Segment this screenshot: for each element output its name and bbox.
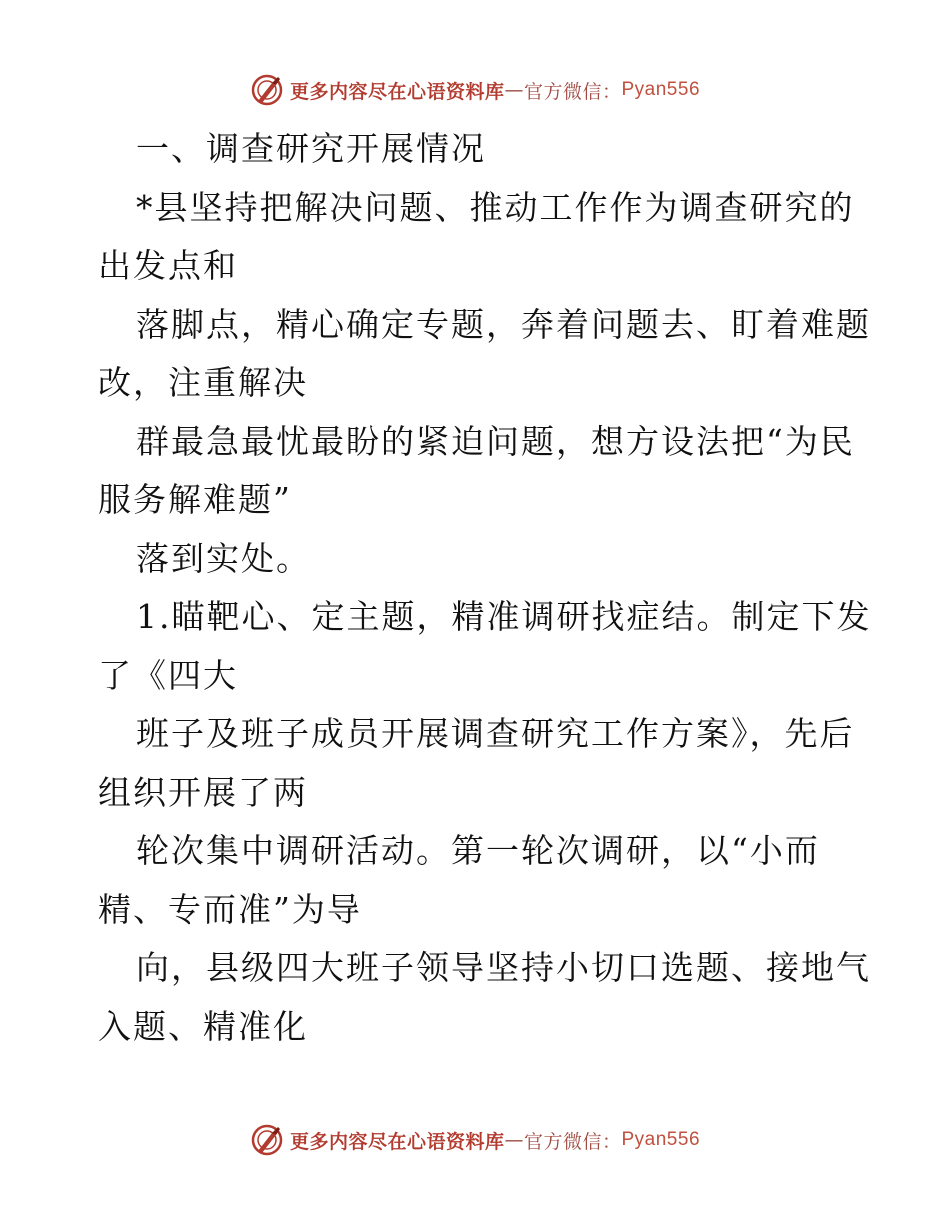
watermark-dash: — <box>504 1129 524 1151</box>
watermark-text <box>290 1127 700 1154</box>
text-line: 群最急最忧最盼的紧迫问题，想方设法把“为民 <box>136 421 855 461</box>
watermark-text <box>290 77 700 104</box>
watermark-id: Pyan556 <box>621 1129 701 1150</box>
text-line: 改，注重解决 <box>98 363 308 402</box>
header-watermark <box>0 70 950 110</box>
text-line: 组织开展了两 <box>98 772 308 812</box>
document-body <box>98 120 872 1056</box>
text-line: 落到实处。 <box>136 538 311 578</box>
text-line: 落脚点，精心确定专题，奔着问题去、盯着难题 <box>136 304 871 344</box>
watermark-main: 更多内容尽在心语资料库 <box>289 1130 505 1153</box>
section-heading: 一、调查研究开展情况 <box>136 129 486 168</box>
watermark-id: Pyan556 <box>621 79 701 100</box>
text-line: 入题、精准化 <box>98 1006 308 1046</box>
watermark-dash: — <box>504 79 524 101</box>
text-line: *县坚持把解决问题、推动工作作为调查研究的 <box>136 187 855 227</box>
watermark-sub: 官方微信： <box>523 80 622 103</box>
pen-logo-icon <box>250 73 284 107</box>
pen-logo-icon <box>250 1123 284 1157</box>
text-line: 了《四大 <box>98 655 238 695</box>
watermark-sub: 官方微信： <box>523 1130 622 1153</box>
text-line: 服务解难题” <box>98 480 292 519</box>
text-line: 精、专而准”为导 <box>98 889 362 929</box>
text-line: 1.瞄靶心、定主题，精准调研找症结。制定下发 <box>136 597 872 636</box>
text-line: 出发点和 <box>98 246 238 285</box>
text-line: 班子及班子成员开展调查研究工作方案》，先后 <box>136 714 855 753</box>
text-line: 向，县级四大班子领导坚持小切口选题、接地气 <box>136 948 871 987</box>
watermark-main: 更多内容尽在心语资料库 <box>289 80 505 103</box>
text-line: 轮次集中调研活动。第一轮次调研，以“小而 <box>136 831 820 870</box>
footer-watermark <box>0 1120 950 1160</box>
